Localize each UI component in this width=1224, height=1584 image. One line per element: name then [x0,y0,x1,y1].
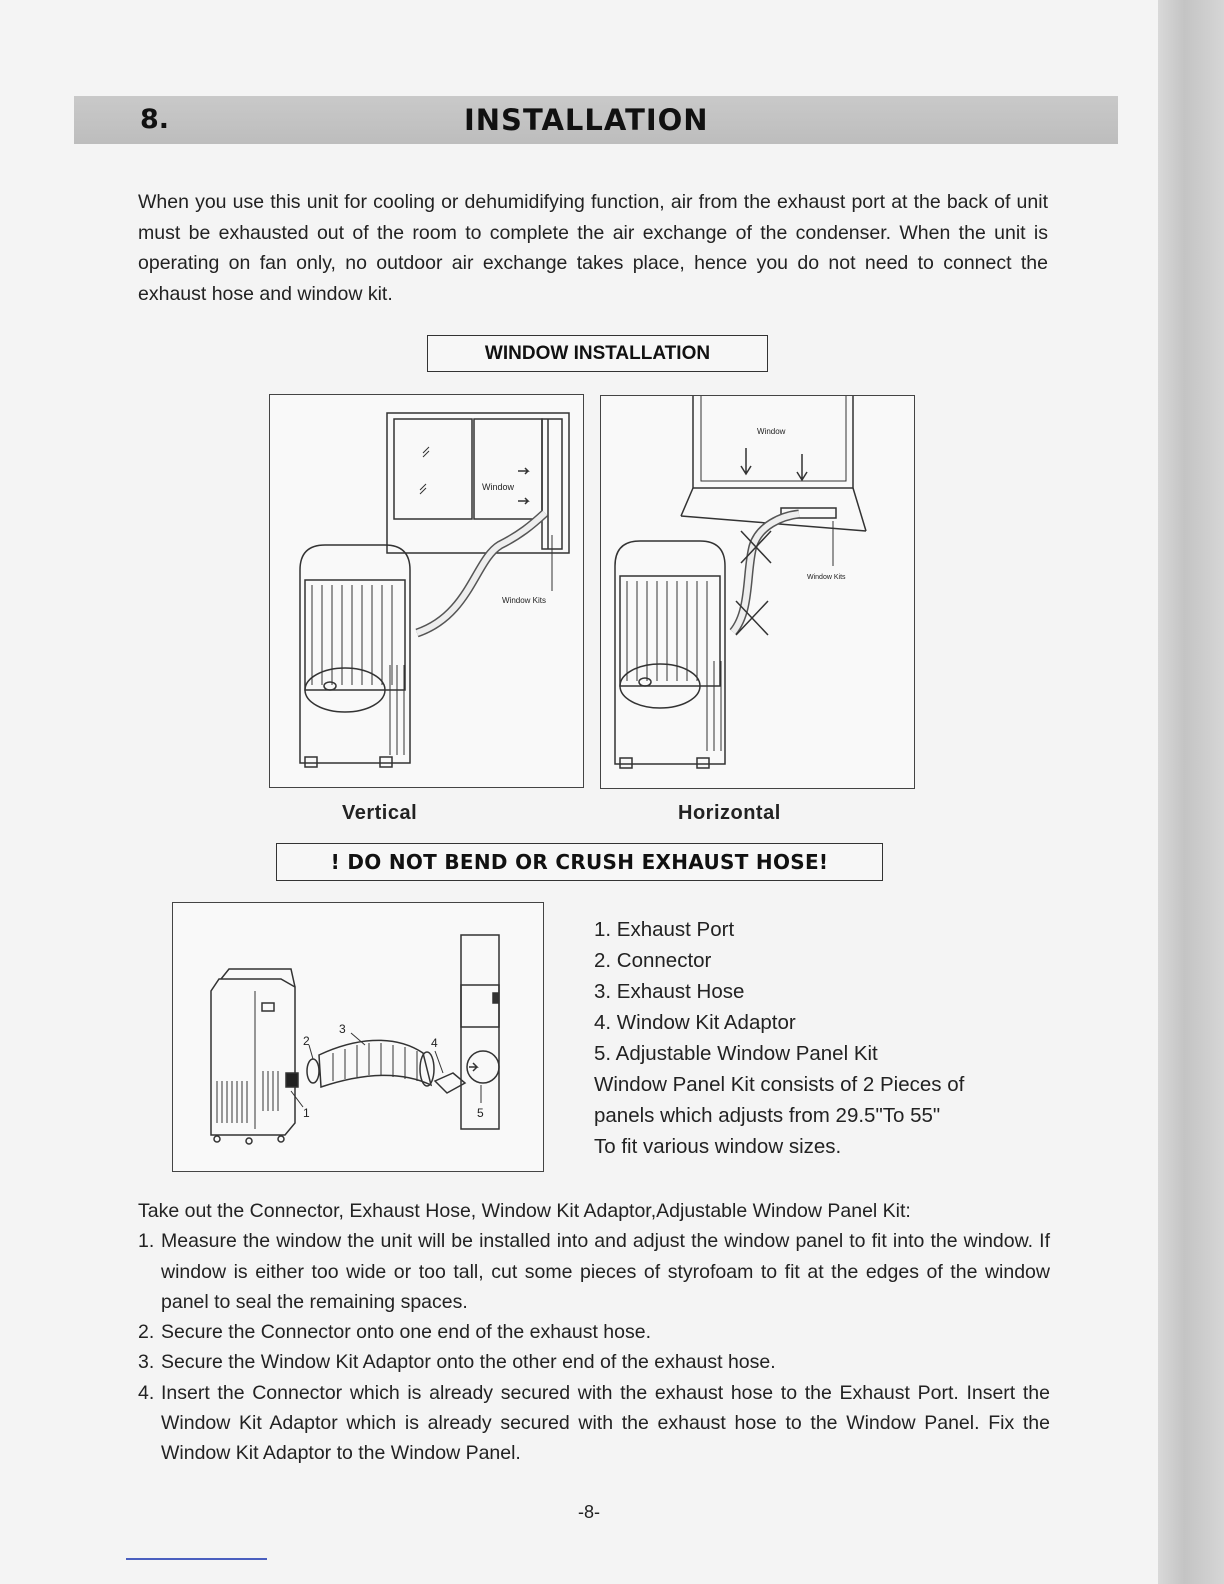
step-number: 1. [138,1230,155,1253]
callout-5: 5 [477,1106,484,1120]
parts-list-item: 3. Exhaust Hose [594,980,745,1003]
step-number: 4. [138,1381,155,1404]
step-item [138,1317,1050,1347]
section-header [74,96,1118,144]
parts-list-note: Window Panel Kit consists of 2 Pieces of [594,1073,965,1096]
horizontal-installation-illustration [601,396,914,788]
step-item [138,1378,1050,1469]
parts-list-item: 5. Adjustable Window Panel Kit [594,1042,878,1065]
window-kit-parts-illustration [173,903,543,1171]
vertical-window-kits-label: Window Kits [502,596,547,605]
parts-list [594,914,1064,1162]
step-text: Secure the Window Kit Adaptor onto the other end of the exhaust hose. [161,1351,776,1374]
horizontal-window-label: Window [757,427,786,436]
vertical-window-label: Window [482,482,515,492]
intro-paragraph: When you use this unit for cooling or dehumidifying function, air from the exhaust port at the back of unit must be exhausted out of the room to complete the air exchange of the condenser. When the unit is operating on fan only, no outdoor air exchange takes place, hence you do not need to connect the exhaust hose and window kit. [138,191,1048,305]
page-edge-shadow [1158,0,1224,1584]
horizontal-window-kits-label: Window Kits [807,574,846,581]
step-text: Secure the Connector onto one end of the exhaust hose. [161,1321,652,1344]
hose-warning: ! DO NOT BEND OR CRUSH EXHAUST HOSE! [276,843,883,881]
section-number: 8. [140,104,170,135]
vertical-installation-illustration [270,395,583,787]
parts-list-note: panels which adjusts from 29.5"To 55" [594,1104,941,1127]
parts-list-note: To fit various window sizes. [594,1135,842,1158]
step-text: Insert the Connector which is already secured with the exhaust hose to the Exhaust Port. Insert the Window Kit Adaptor which is already secured with the exhaust hose to the Window Panel. Fix the Window Kit Adaptor to the Window Panel. [161,1381,1050,1465]
vertical-caption: Vertical [342,802,418,824]
step-number: 3. [138,1351,155,1374]
window-installation-heading: WINDOW INSTALLATION [427,335,768,372]
parts-list-item: 2. Connector [594,949,712,972]
callout-1: 1 [303,1106,310,1120]
horizontal-caption: Horizontal [678,802,781,824]
window-kit-parts-figure [172,902,544,1172]
vertical-installation-figure [269,394,584,788]
footer-rule [126,1558,267,1560]
steps-lead: Take out the Connector, Exhaust Hose, Window Kit Adaptor,Adjustable Window Panel Kit: [138,1200,911,1222]
section-title: INSTALLATION [464,103,709,137]
installation-steps [138,1196,1050,1469]
step-number: 2. [138,1321,155,1344]
callout-4: 4 [431,1036,438,1050]
parts-list-item: 4. Window Kit Adaptor [594,1011,796,1034]
page-number: -8- [578,1502,600,1522]
callout-3: 3 [339,1022,346,1036]
step-item [138,1226,1050,1317]
parts-list-item: 1. Exhaust Port [594,918,735,941]
step-item [138,1347,1050,1377]
horizontal-installation-figure [600,395,915,789]
step-text: Measure the window the unit will be installed into and adjust the window panel to fit into the window. If window is either too wide or too tall, cut some pieces of styrofoam to fit at the edges of the window panel to seal the remaining spaces. [161,1230,1050,1313]
callout-2: 2 [303,1034,310,1048]
